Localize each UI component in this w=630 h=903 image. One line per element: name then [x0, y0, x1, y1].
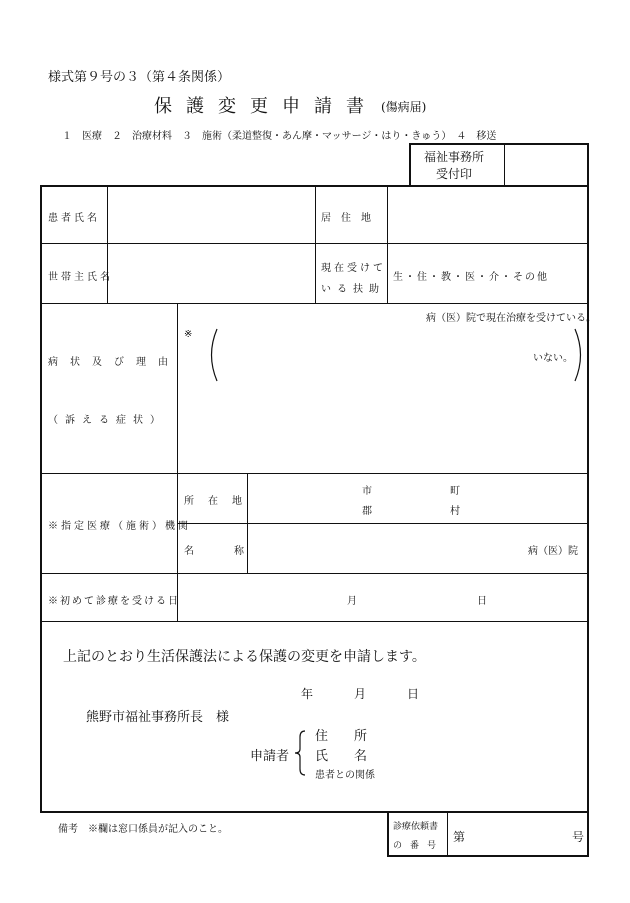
not-treated-note: いない。 [533, 353, 573, 364]
county-label: 郡 [362, 506, 372, 517]
declaration-month: 月 [354, 687, 367, 701]
row-line [177, 523, 588, 524]
left-paren-bracket [205, 327, 219, 383]
declaration-text: 上記のとおり生活保護法による保護の変更を申請します。 [63, 649, 426, 665]
location-label: 所在地 [184, 496, 256, 507]
asterisk-mark: ※ [184, 329, 193, 340]
receipt-divider [504, 143, 505, 185]
complaint-label: （訴える症状） [48, 415, 167, 426]
col-line [107, 186, 108, 303]
patient-name-label: 患者氏名 [48, 213, 100, 224]
hospital-suffix: 病（医）院 [528, 546, 578, 557]
row-line [41, 303, 588, 304]
form-number: 様式第９号の３（第４条関係） [48, 70, 231, 85]
title-suffix: (傷病届) [381, 100, 427, 114]
condition-reason-label: 病状及び理由 [48, 357, 180, 368]
row-line [41, 473, 588, 474]
categories-line: １ 医療 ２ 治療材料 ３ 施術（柔道整復・あん摩・マッサージ・はり・きゅう） ４ 移送 [62, 131, 497, 142]
remark: 備考 ※欄は窓口係員が記入のこと。 [58, 824, 228, 835]
row-line [41, 573, 588, 574]
col-line [315, 186, 316, 303]
current-assistance-label-2: いる扶助 [321, 284, 385, 295]
number-suffix: 号 [572, 830, 585, 844]
town-label: 町 [450, 486, 460, 497]
addressee: 熊野市福祉事務所長 様 [86, 710, 230, 725]
request-number-divider [447, 812, 448, 856]
date-month: 月 [347, 596, 357, 607]
householder-name-label: 世帯主氏名 [48, 272, 113, 283]
current-assistance-label-1: 現在受けて [321, 263, 386, 274]
request-number-label-2: の番号 [393, 841, 445, 851]
col-line [387, 186, 388, 303]
applicant-relation-label: 患者との関係 [315, 770, 375, 781]
applicant-name-label: 氏 名 [315, 749, 368, 764]
number-prefix: 第 [453, 830, 466, 844]
treatment-note: 病（医）院で現在治療を受けている。 [426, 313, 596, 324]
declaration-year: 年 [301, 687, 314, 701]
page-title: 保護変更申請書 [154, 96, 378, 117]
declaration-day: 日 [407, 687, 420, 701]
village-label: 村 [450, 506, 460, 517]
receipt-label-2: 受付印 [436, 167, 473, 181]
col-line [177, 303, 178, 621]
assistance-options: 生・住・教・医・介・その他 [393, 272, 549, 283]
city-label: 市 [362, 486, 372, 497]
applicant-brace [293, 729, 309, 777]
date-day: 日 [477, 596, 487, 607]
col-line [247, 473, 248, 573]
residence-label: 居住地 [321, 213, 381, 224]
applicant-address-label: 住 所 [315, 729, 368, 744]
applicant-label: 申請者 [250, 749, 290, 764]
row-line [41, 621, 588, 622]
first-treatment-date-label: ※初めて診療を受ける日 [48, 596, 180, 607]
institution-name-label: 名称 [184, 546, 284, 557]
right-paren-bracket [573, 327, 587, 383]
receipt-label-1: 福祉事務所 [424, 150, 485, 164]
request-number-label-1: 診療依頼書 [393, 822, 439, 832]
designated-institution-label: ※指定医療（施術）機関 [48, 521, 191, 532]
